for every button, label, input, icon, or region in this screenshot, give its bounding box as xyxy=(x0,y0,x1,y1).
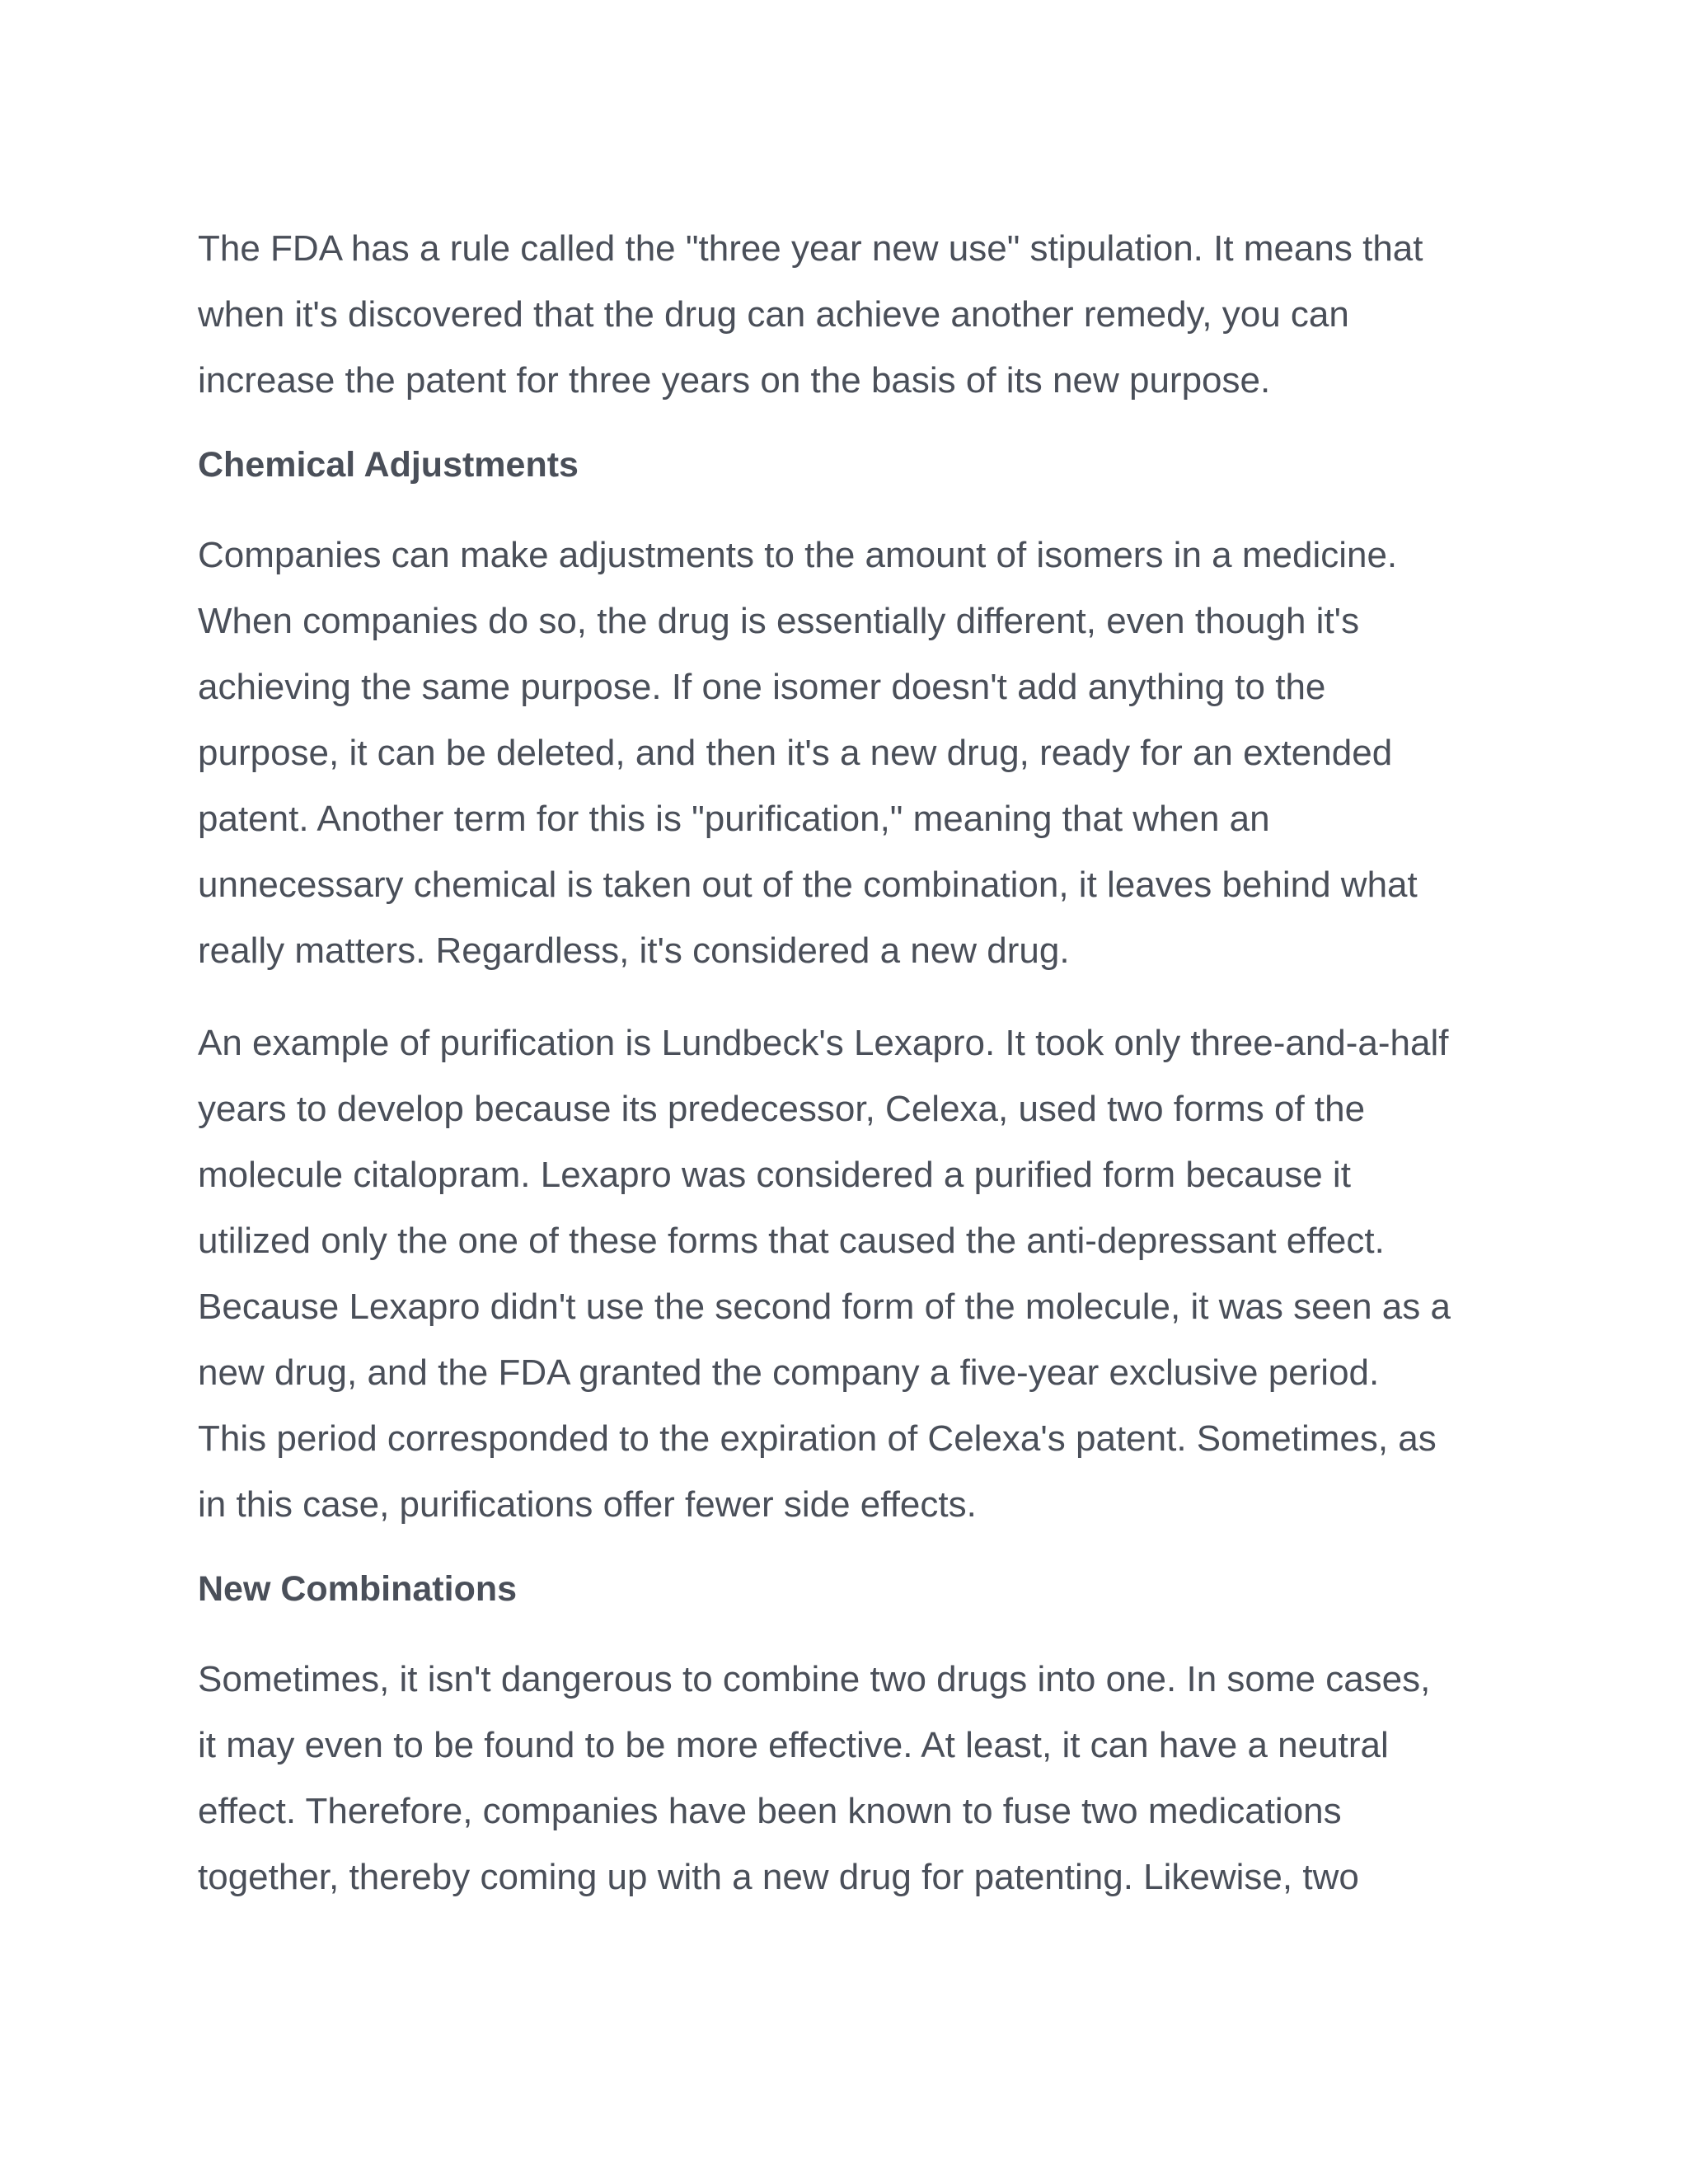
text-line: new drug, and the FDA granted the company a five-year exclusive period. xyxy=(198,1352,1380,1393)
text-line: achieving the same purpose. If one isomer doesn't add anything to the xyxy=(198,667,1326,707)
text-line: years to develop because its predecessor, Celexa, used two forms of the xyxy=(198,1089,1366,1129)
text-line: effect. Therefore, companies have been known to fuse two medications xyxy=(198,1791,1342,1831)
paragraph-new-combinations xyxy=(198,1647,1500,1910)
text-line: purpose, it can be deleted, and then it's a new drug, ready for an extended xyxy=(198,733,1393,773)
paragraph-isomers xyxy=(198,523,1500,984)
text-line: Because Lexapro didn't use the second form of the molecule, it was seen as a xyxy=(198,1286,1451,1327)
text-line: in this case, purifications offer fewer side effects. xyxy=(198,1484,977,1525)
text-line: increase the patent for three years on the basis of its new purpose. xyxy=(198,360,1271,401)
text-line: This period corresponded to the expiration of Celexa's patent. Sometimes, as xyxy=(198,1418,1437,1459)
text-line: when it's discovered that the drug can achieve another remedy, you can xyxy=(198,294,1349,335)
text-line: The FDA has a rule called the "three year new use" stipulation. It means that xyxy=(198,228,1423,269)
paragraph-three-year-new-use xyxy=(198,216,1500,414)
text-line: When companies do so, the drug is essentially different, even though it's xyxy=(198,601,1360,641)
text-line: Companies can make adjustments to the amount of isomers in a medicine. xyxy=(198,535,1398,575)
section-heading-chemical-adjustments: Chemical Adjustments xyxy=(198,445,579,485)
text-line: utilized only the one of these forms that caused the anti-depressant effect. xyxy=(198,1221,1385,1261)
document-body xyxy=(198,216,1500,1910)
text-line: together, thereby coming up with a new drug for patenting. Likewise, two xyxy=(198,1857,1359,1897)
text-line: unnecessary chemical is taken out of the combination, it leaves behind what xyxy=(198,865,1418,905)
text-line: molecule citalopram. Lexapro was considered a purified form because it xyxy=(198,1155,1351,1195)
text-line: An example of purification is Lundbeck's Lexapro. It took only three-and-a-half xyxy=(198,1023,1449,1063)
text-line: it may even to be found to be more effective. At least, it can have a neutral xyxy=(198,1725,1389,1765)
text-line: really matters. Regardless, it's considered a new drug. xyxy=(198,930,1070,971)
paragraph-lexapro-example xyxy=(198,1010,1500,1538)
text-line: patent. Another term for this is "purification," meaning that when an xyxy=(198,799,1270,839)
section-heading-new-combinations: New Combinations xyxy=(198,1569,518,1609)
text-line: Sometimes, it isn't dangerous to combine two drugs into one. In some cases, xyxy=(198,1659,1431,1699)
